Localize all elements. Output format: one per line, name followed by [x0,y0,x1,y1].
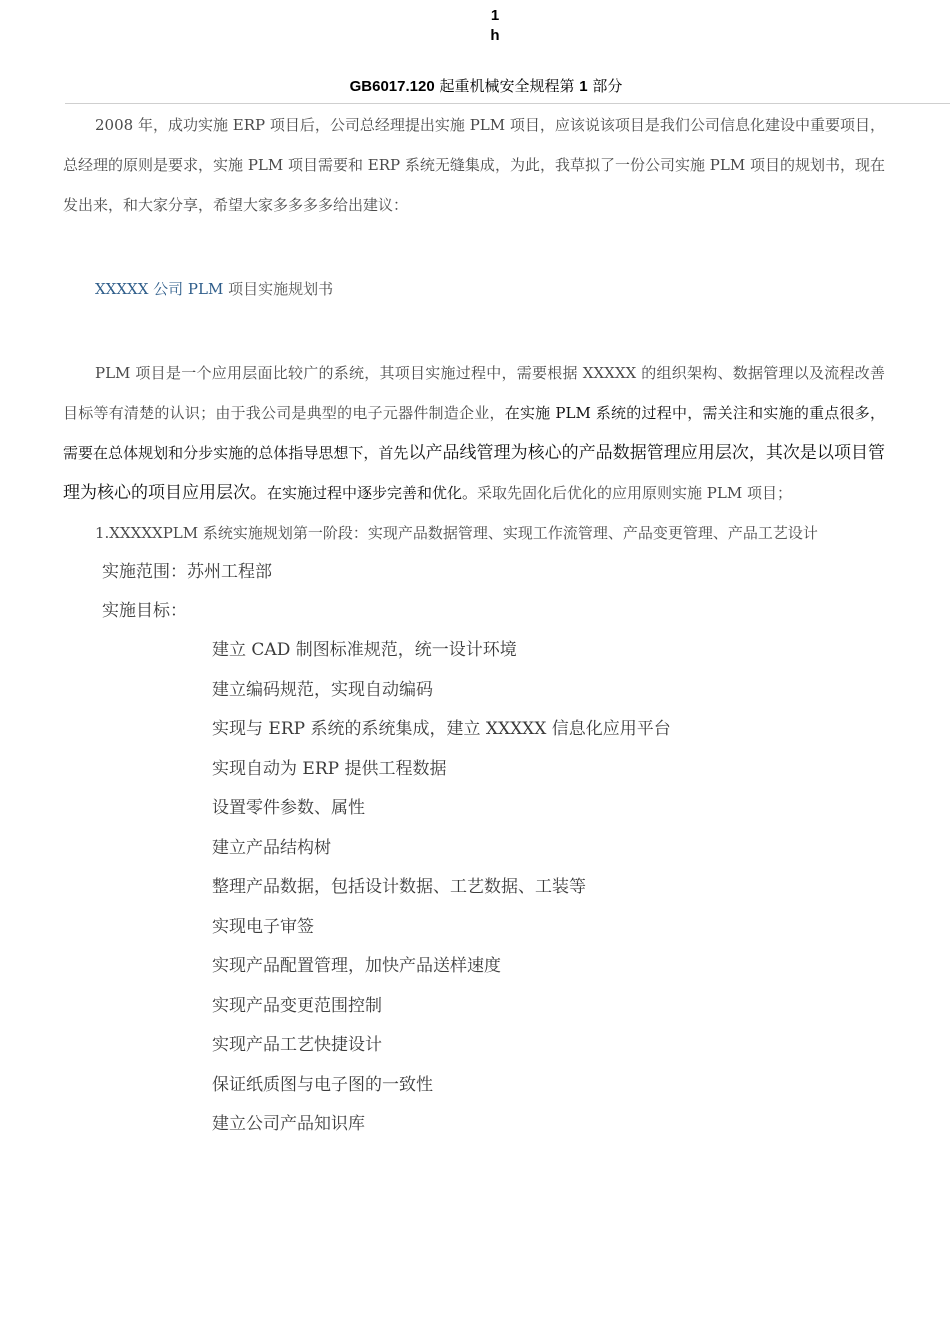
list-item: 整理产品数据，包括设计数据、工艺数据、工装等 [212,877,586,897]
list-item: 实现自动为 ERP 提供工程数据 [212,758,447,779]
list-item: 实现产品配置管理，加快产品送样速度 [212,956,501,976]
overview-part-2: 在实施 PLM 系统的过程中，需关注和实施的重点很多，需要在总体规划和分步实施的总体指导思想下，首先 [63,404,885,462]
header-divider [65,103,950,104]
list-item: 实现与 ERP 系统的系统集成，建立 XXXXX 信息化应用平台 [212,719,671,739]
list-item: 保证纸质图与电子图的一致性 [212,1074,433,1095]
overview-part-5: 采取先固化后优化的应用原则实施 PLM 项目； [477,484,792,502]
page-number-line: h [490,27,500,44]
list-item: 设置零件参数、属性 [212,798,365,818]
plan-title-company: XXXXX 公司 PLM [95,280,224,298]
implementation-goals-label: 实施目标： [102,601,187,621]
overview-part-4: 在实施过程中逐步完善和优化。 [267,484,478,502]
page-number-line: 1 [490,7,500,24]
overview-paragraph [63,353,885,513]
list-item: 建立 CAD 制图标准规范，统一设计环境 [212,640,517,660]
list-item: 实现电子审签 [212,916,314,937]
plan-title-rest: 项目实施规划书 [223,280,334,298]
header-title-suffix: 部分 [587,77,623,95]
header-title-text: 起重机械安全规程第 [434,77,580,95]
header-part-number: 1 [579,78,588,95]
blank-line [63,309,885,353]
document-header-title [0,76,950,97]
implementation-goals-list [63,631,885,1145]
list-item: 实现产品工艺快捷设计 [212,1035,382,1055]
page-number [0,6,950,46]
document-body [63,105,885,1145]
standard-code: GB6017.120 [349,78,435,95]
intro-paragraph: 2008 年，成功实施 ERP 项目后，公司总经理提出实施 PLM 项目，应该说该项目是我们公司信息化建设中重要项目，总经理的原则是要求，实施 PLM 项目需要和 ERP 系统无缝集成，为此，我草拟了一份公司实施 PLM 项目的规划书，现在发出来，和大家分享，希望大家多多多多给出建议： [63,116,885,214]
stage-1-heading: 1.XXXXXPLM 系统实施规划第一阶段：实现产品数据管理、实现工作流管理、产品变更管理、产品工艺设计 [95,524,818,542]
list-item: 建立公司产品知识库 [212,1114,365,1134]
plan-title [63,269,885,309]
implementation-scope: 实施范围：苏州工程部 [102,562,272,582]
overview-part-1: PLM 项目是一个应用层面比较广的系统，其项目实施过程中，需要根据 XXXXX 的组织架构、数据管理以及流程改善目标等有清楚的认识；由于我公司是典型的电子元器件制造企业， [63,364,885,422]
list-item: 建立产品结构树 [212,837,331,858]
list-item: 建立编码规范，实现自动编码 [212,679,433,700]
blank-line [63,225,885,269]
overview-part-3: 以产品线管理为核心的产品数据管理应用层次，其次是以项目管理为核心的项目应用层次。 [63,443,885,503]
list-item: 实现产品变更范围控制 [212,995,382,1016]
